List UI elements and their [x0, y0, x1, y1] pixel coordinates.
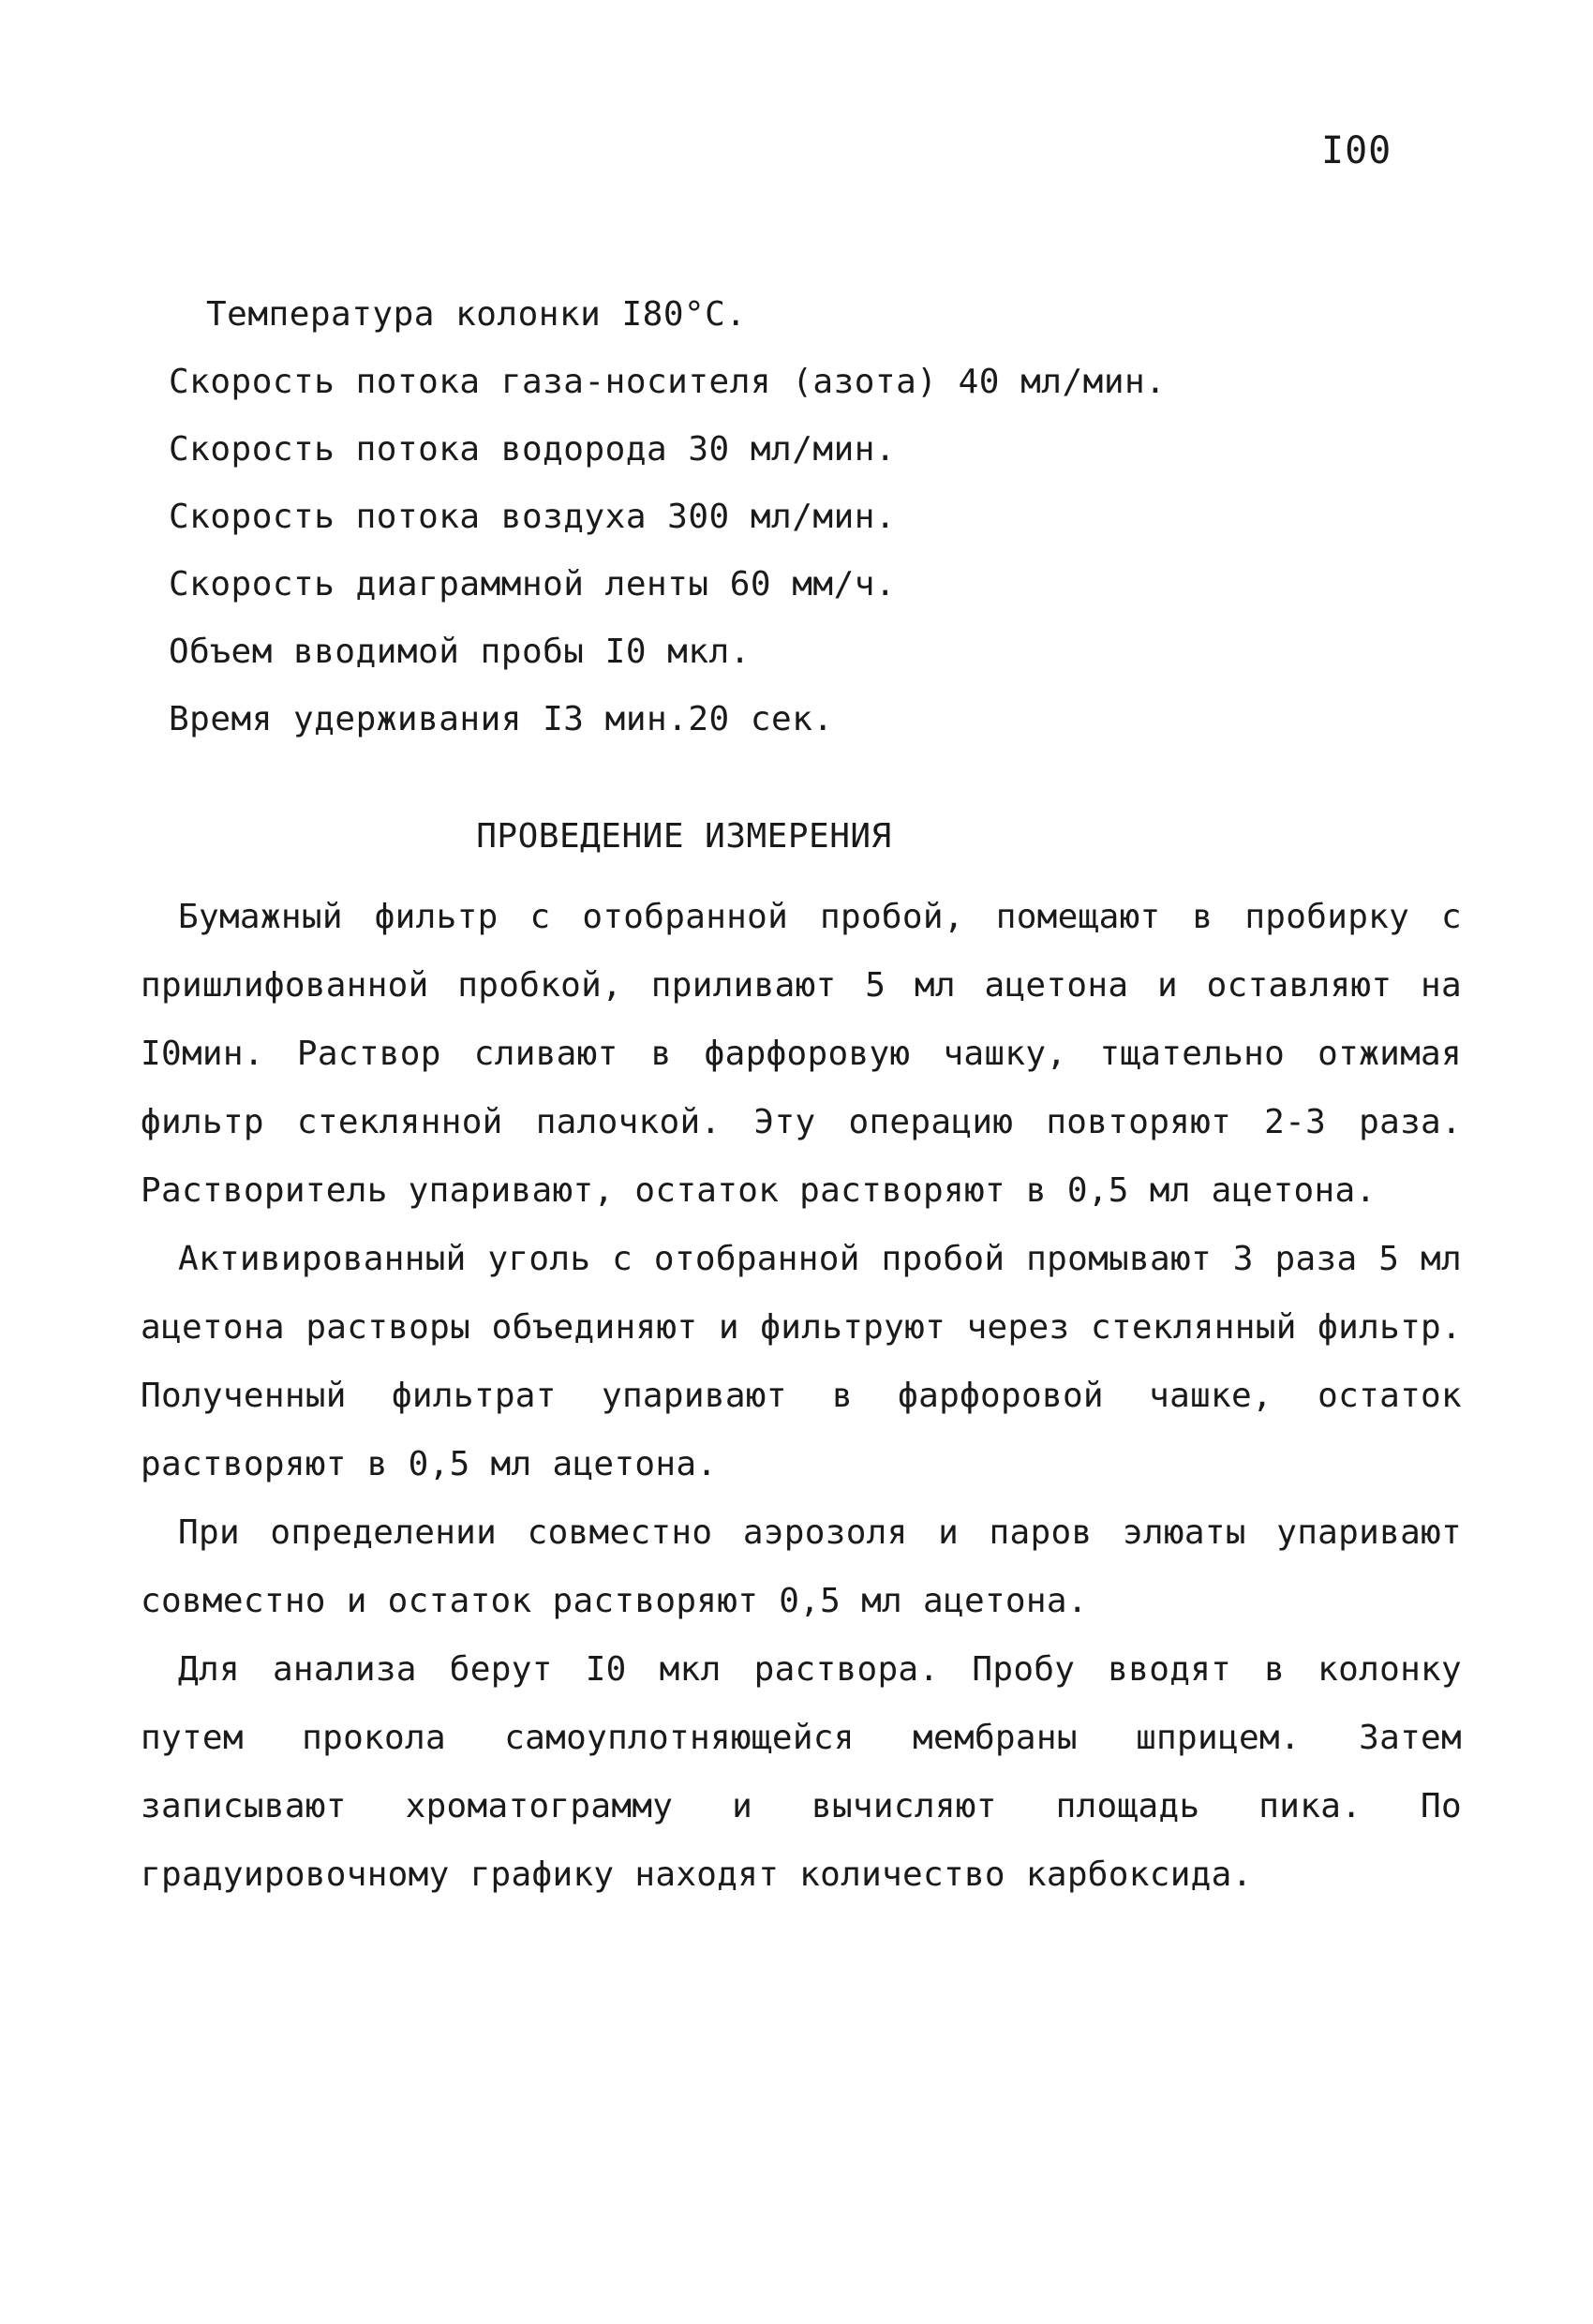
- page-number: I00: [1321, 129, 1392, 172]
- paragraph: Бумажный фильтр с отобранной пробой, помещают в пробирку с пришлифованной пробкой, приливают 5 мл ацетона и оставляют на I0мин. Раствор сливают в фарфоровую чашку, тщательно отжимая фильтр стеклянной палочкой. Эту операцию повторяют 2-3 раза. Растворитель упаривают, остаток растворяют в 0,5 мл ацетона.: [141, 898, 1462, 1210]
- param-carrier-gas-flow: Скорость потока газа-носителя (азота) 40 мл/мин.: [169, 363, 1167, 401]
- paragraph: Активированный уголь с отобранной пробой промывают 3 раза 5 мл ацетона растворы объединяют и фильтруют через стеклянный фильтр. Полученный фильтрат упаривают в фарфоровой чашке, остаток растворяют в 0,5 мл ацетона.: [141, 1240, 1462, 1483]
- paragraph: При определении совместно аэрозоля и паров элюаты упаривают совместно и остаток растворяют 0,5 мл ацетона.: [141, 1513, 1462, 1620]
- param-air-flow: Скорость потока воздуха 300 мл/мин.: [169, 498, 897, 536]
- param-sample-volume: Объем вводимой пробы I0 мкл.: [169, 633, 751, 671]
- param-column-temperature: Температура колонки I80°С.: [206, 295, 747, 334]
- section-title: ПРОВЕДЕНИЕ ИЗМЕРЕНИЯ: [476, 817, 892, 856]
- param-retention-time: Время удерживания I3 мин.20 сек.: [169, 700, 834, 738]
- param-hydrogen-flow: Скорость потока водорода 30 мл/мин.: [169, 430, 897, 469]
- measurement-parameters: [169, 281, 1481, 753]
- procedure-text: [141, 883, 1462, 1909]
- param-chart-speed: Скорость диаграммной ленты 60 мм/ч.: [169, 565, 897, 603]
- paragraph: Для анализа берут I0 мкл раствора. Пробу вводят в колонку путем прокола самоуплотняющейся мембраны шприцем. Затем записывают хроматограмму и вычисляют площадь пика. По градуировочному графику находят количество карбоксида.: [141, 1650, 1462, 1894]
